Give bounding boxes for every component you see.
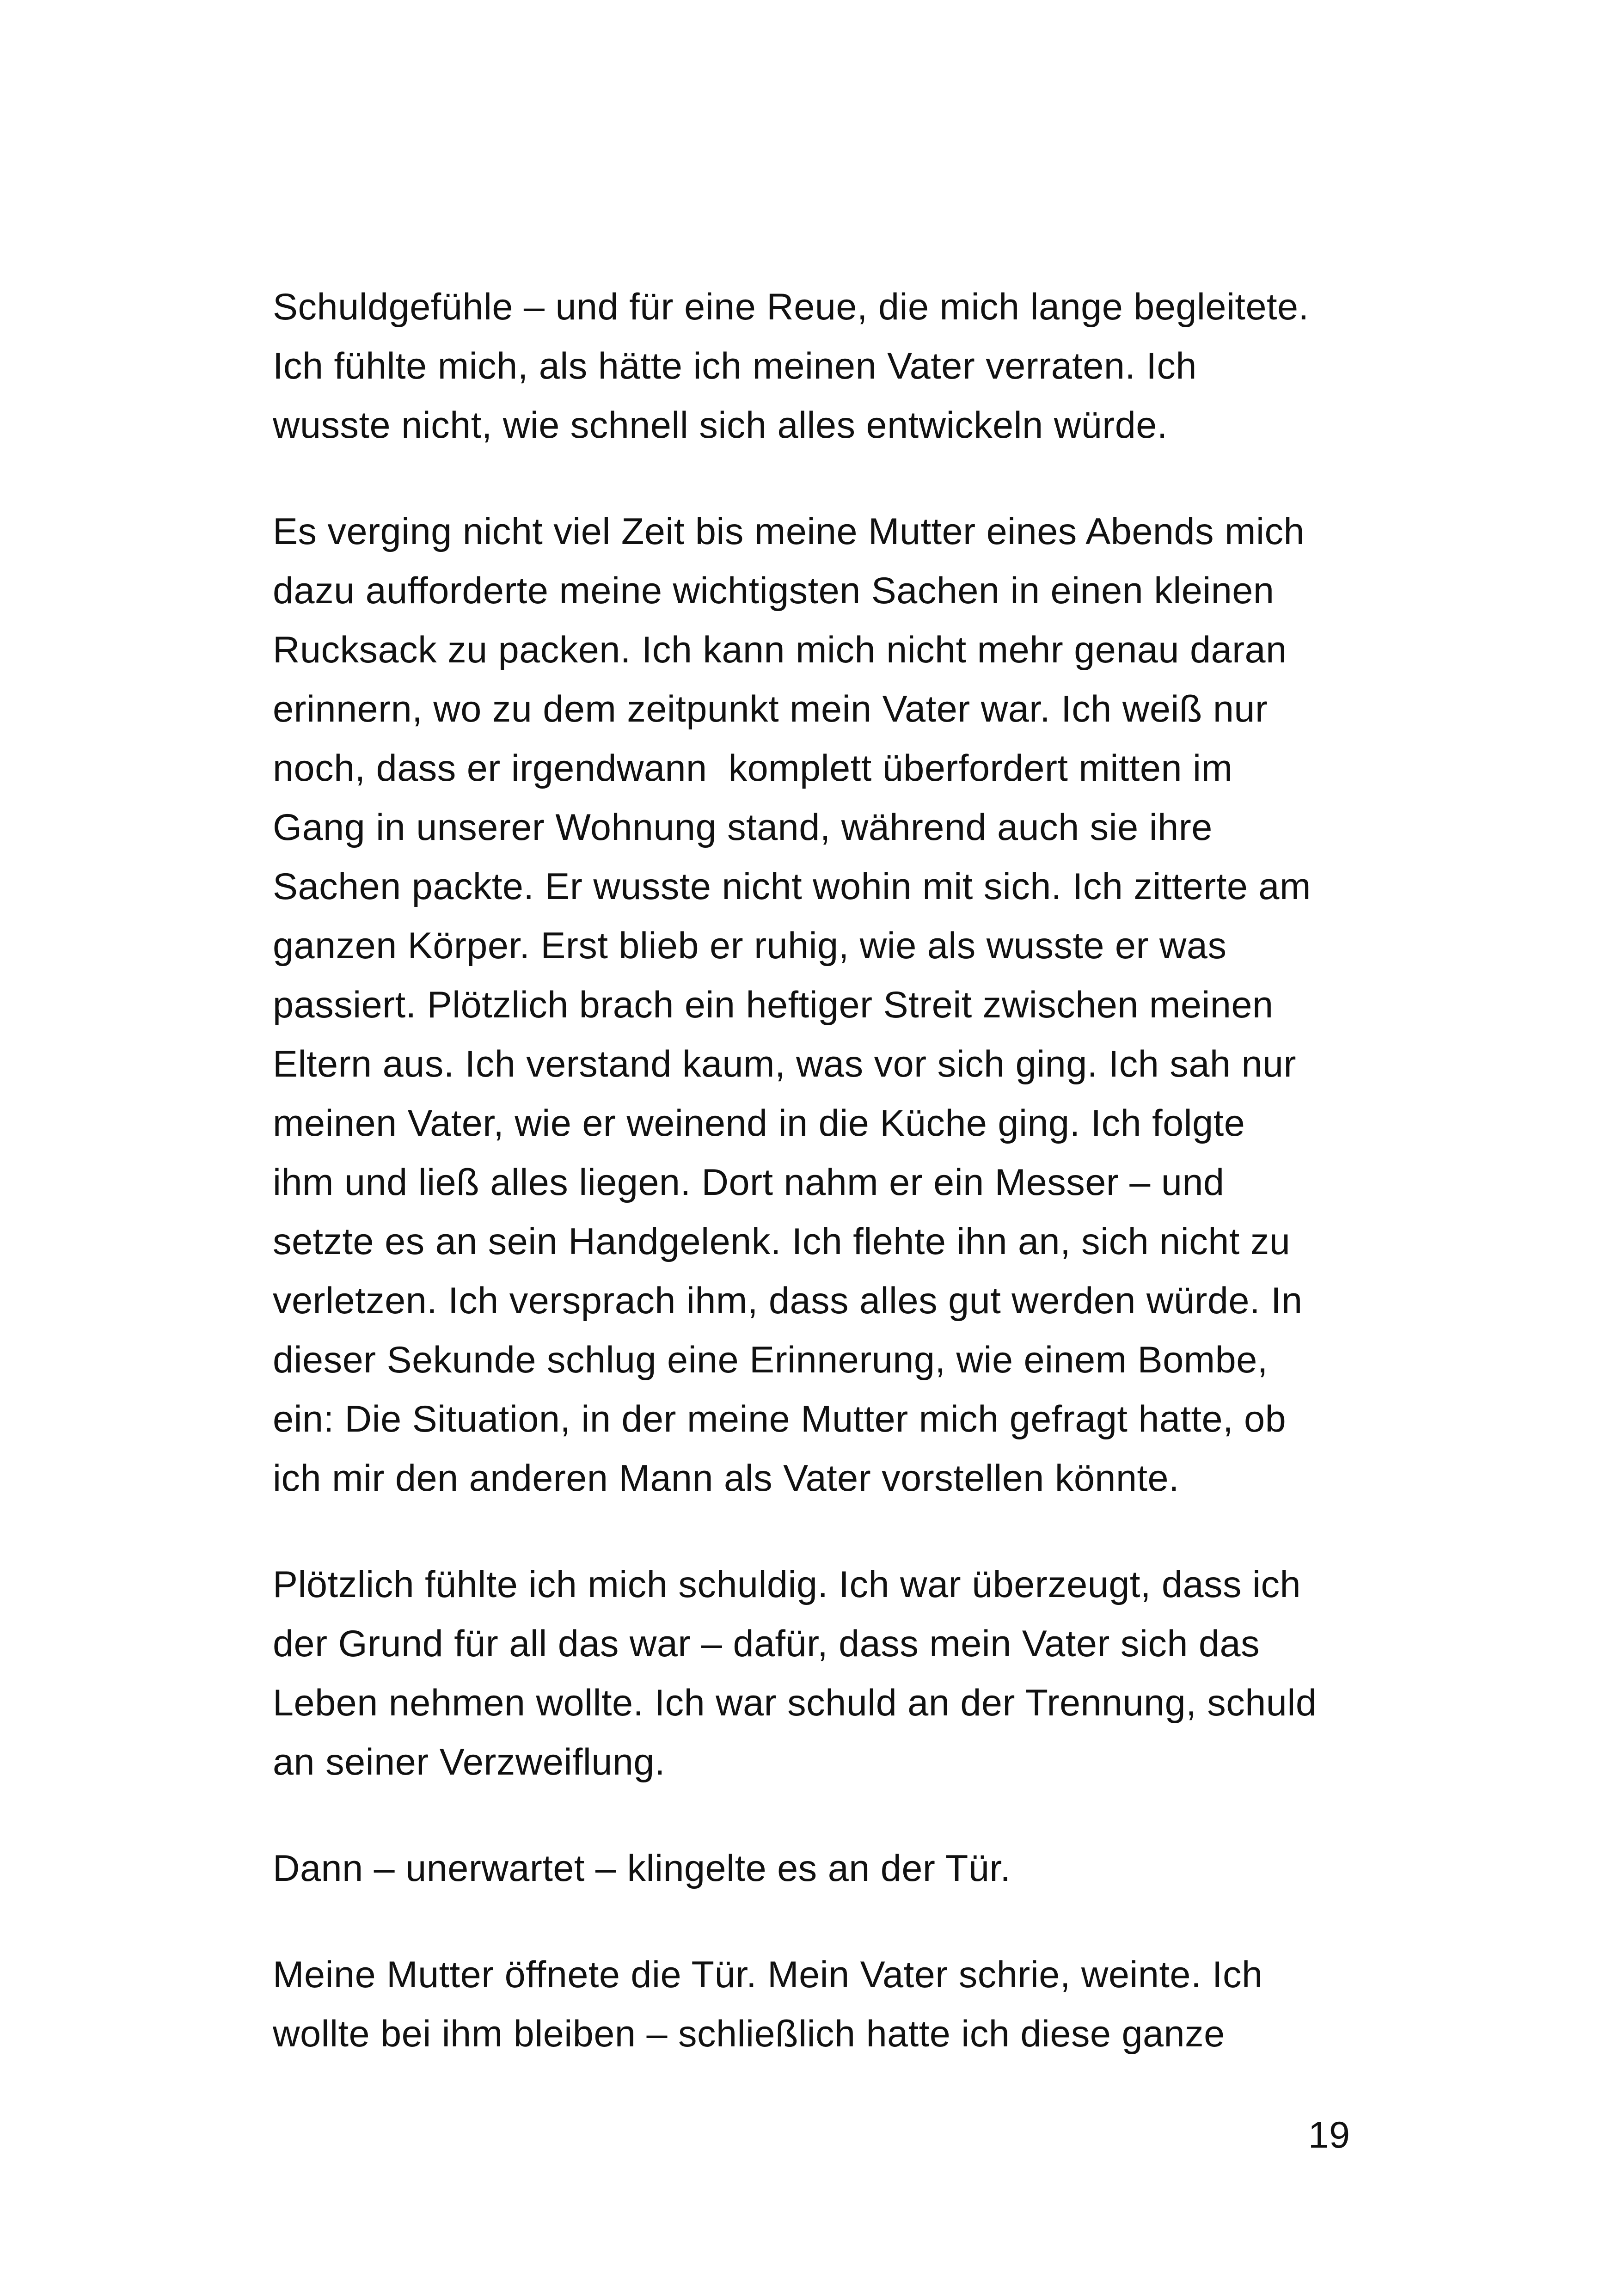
paragraph-2 xyxy=(273,502,1350,1508)
text-line: passiert. Plötzlich brach ein heftiger Streit zwischen meinen xyxy=(273,984,1274,1026)
paragraph-4 xyxy=(273,1839,1350,1898)
text-line: Meine Mutter öffnete die Tür. Mein Vater schrie, weinte. Ich xyxy=(273,1954,1263,1996)
paragraph-1 xyxy=(273,277,1350,455)
text-line: setzte es an sein Handgelenk. Ich flehte ihn an, sich nicht zu xyxy=(273,1221,1291,1262)
text-line: der Grund für all das war – dafür, dass mein Vater sich das xyxy=(273,1623,1260,1665)
text-line: ein: Die Situation, in der meine Mutter mich gefragt hatte, ob xyxy=(273,1398,1287,1440)
text-line: Rucksack zu packen. Ich kann mich nicht mehr genau daran xyxy=(273,629,1287,671)
text-line: Dann – unerwartet – klingelte es an der Tür. xyxy=(273,1848,1011,1889)
text-line: wusste nicht, wie schnell sich alles entwickeln würde. xyxy=(273,404,1168,446)
text-line: wollte bei ihm bleiben – schließlich hatte ich diese ganze xyxy=(273,2013,1225,2055)
text-line: Es verging nicht viel Zeit bis meine Mutter eines Abends mich xyxy=(273,511,1305,552)
text-line: noch, dass er irgendwann komplett überfordert mitten im xyxy=(273,747,1233,789)
text-line: erinnern, wo zu dem zeitpunkt mein Vater war. Ich weiß nur xyxy=(273,688,1268,730)
text-line: meinen Vater, wie er weinend in die Küche ging. Ich folgte xyxy=(273,1102,1245,1144)
text-line: dazu aufforderte meine wichtigsten Sachen in einen kleinen xyxy=(273,570,1275,612)
text-line: Leben nehmen wollte. Ich war schuld an der Trennung, schuld xyxy=(273,1682,1317,1724)
text-line: Ich fühlte mich, als hätte ich meinen Vater verraten. Ich xyxy=(273,345,1197,387)
text-line: Sachen packte. Er wusste nicht wohin mit sich. Ich zitterte am xyxy=(273,866,1311,907)
text-line: ihm und ließ alles liegen. Dort nahm er ein Messer – und xyxy=(273,1162,1225,1203)
text-line: Eltern aus. Ich verstand kaum, was vor sich ging. Ich sah nur xyxy=(273,1043,1297,1085)
body-text xyxy=(273,277,1350,2111)
text-line: dieser Sekunde schlug eine Erinnerung, wie einem Bombe, xyxy=(273,1339,1268,1381)
text-line: Schuldgefühle – und für eine Reue, die mich lange begleitete. xyxy=(273,286,1309,328)
text-line: an seiner Verzweiflung. xyxy=(273,1741,665,1783)
text-line: ich mir den anderen Mann als Vater vorstellen könnte. xyxy=(273,1457,1180,1499)
page-number: 19 xyxy=(1308,2114,1350,2156)
text-line: Gang in unserer Wohnung stand, während auch sie ihre xyxy=(273,807,1213,848)
paragraph-3 xyxy=(273,1555,1350,1792)
text-line: ganzen Körper. Erst blieb er ruhig, wie als wusste er was xyxy=(273,925,1227,967)
text-line: verletzen. Ich versprach ihm, dass alles gut werden würde. In xyxy=(273,1280,1303,1322)
paragraph-5 xyxy=(273,1945,1350,2063)
text-line: Plötzlich fühlte ich mich schuldig. Ich war überzeugt, dass ich xyxy=(273,1564,1301,1605)
